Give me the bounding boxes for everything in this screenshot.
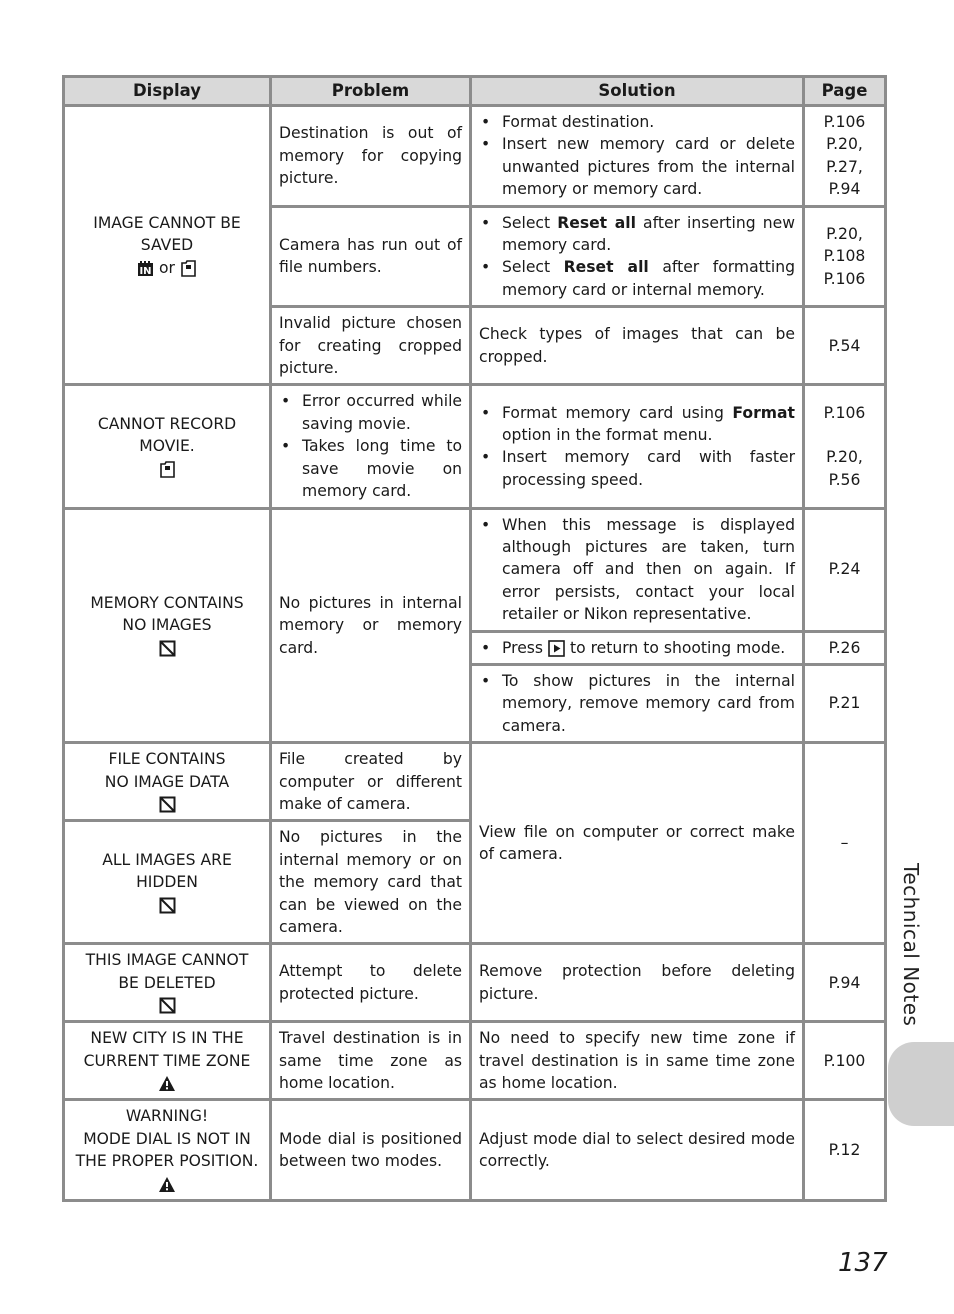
page-cell: P.54 (804, 307, 886, 385)
solution-text: Adjust mode dial to select desired mode correctly. (479, 1129, 795, 1171)
page-cell: P.100 (804, 1022, 886, 1100)
solution-item: • Insert new memory card or delete unwanted pictures from the internal memory or memory card. (479, 133, 795, 200)
problem-cell: Travel destination is in same time zone as home location. (271, 1022, 471, 1100)
no-image-icon (159, 796, 176, 813)
display-text: THIS IMAGE CANNOT (85, 951, 249, 970)
problem-item: • Takes long time to save movie on memory card. (279, 435, 462, 502)
table-row (64, 944, 886, 1022)
play-icon (548, 640, 565, 657)
table-row (64, 1100, 886, 1200)
solution-item: • Press to return to shooting mode. (479, 637, 795, 659)
solution-text: Check types of images that can be cropped. (479, 325, 795, 366)
solution-cell (471, 631, 804, 664)
solution-cell (471, 106, 804, 207)
solution-cell (471, 206, 804, 307)
display-text: WARNING! (125, 1107, 209, 1126)
warning-icon (158, 1176, 176, 1193)
menu-option-name: Reset all (557, 213, 636, 232)
display-cell (64, 944, 271, 1022)
page-ref: P.108 (823, 247, 866, 266)
icon-row (71, 1072, 263, 1094)
problem-cell: Destination is out of memory for copying picture. (271, 106, 471, 207)
problem-cell: Invalid picture chosen for creating cropped picture. (271, 307, 471, 385)
table-row (64, 385, 886, 508)
solution-cell (471, 508, 804, 631)
memory-card-icon (180, 260, 197, 277)
solution-text: No need to specify new time zone if travel destination is in same time zone as home location. (479, 1029, 795, 1093)
internal-memory-icon (137, 260, 154, 277)
display-text: CURRENT TIME ZONE (83, 1051, 251, 1070)
solution-item: • Format memory card using Format option in the format menu. (479, 402, 795, 447)
display-cell (64, 106, 271, 385)
header-page: Page (804, 77, 886, 106)
display-text: FILE CONTAINS (108, 750, 226, 769)
problem-cell: No pictures in the internal memory or on the memory card that can be viewed on the camera. (271, 821, 471, 944)
icon-row (71, 894, 263, 916)
display-cell (64, 743, 271, 821)
display-text: IMAGE CANNOT BE (93, 213, 241, 232)
problem-cell (271, 385, 471, 508)
table-row (64, 508, 886, 631)
page-cell (804, 385, 886, 508)
page-cell (804, 206, 886, 307)
no-image-icon (159, 640, 176, 657)
solution-cell (471, 944, 804, 1022)
problem-cell: No pictures in internal memory or memory card. (271, 508, 471, 743)
section-side-label: Technical Notes (899, 863, 923, 1027)
display-cell (64, 821, 271, 944)
display-text: HIDDEN (136, 873, 198, 892)
page-cell: P.21 (804, 664, 886, 742)
table-header-row (64, 77, 886, 106)
problem-cell: Camera has run out of file numbers. (271, 206, 471, 307)
display-text: NO IMAGE DATA (104, 772, 230, 791)
solution-cell (471, 743, 804, 944)
display-cell (64, 385, 271, 508)
display-text: NO IMAGES (122, 616, 212, 635)
solution-item: • Select Reset all after inserting new memory card. (479, 212, 795, 257)
solution-cell (471, 385, 804, 508)
page-ref: P.20, (826, 135, 863, 154)
or-text: or (159, 258, 175, 277)
warning-icon (158, 1075, 176, 1092)
icon-row (71, 458, 263, 480)
problem-cell: Mode dial is positioned between two modes. (271, 1100, 471, 1200)
solution-item: • Select Reset all after formatting memory card or internal memory. (479, 256, 795, 301)
page-ref: P.106 (823, 269, 866, 288)
problem-item: • Error occurred while saving movie. (279, 390, 462, 435)
menu-option-name: Format (732, 403, 795, 422)
page-ref: P.106 (823, 403, 866, 422)
display-text: MEMORY CONTAINS (90, 593, 244, 612)
table-row (64, 106, 886, 207)
solution-cell (471, 307, 804, 385)
svg-text:IN: IN (139, 265, 152, 277)
solution-text: Remove protection before deleting picture. (479, 962, 795, 1003)
header-solution: Solution (471, 77, 804, 106)
solution-item: • Format destination. (479, 111, 795, 133)
page-cell: P.24 (804, 508, 886, 631)
display-text: ALL IMAGES ARE (102, 850, 232, 869)
icon-row (71, 994, 263, 1016)
page-number: 137 (838, 1248, 888, 1278)
page-cell (804, 106, 886, 207)
solution-cell (471, 1022, 804, 1100)
problem-cell: Attempt to delete protected picture. (271, 944, 471, 1022)
display-cell (64, 1100, 271, 1200)
display-text: CANNOT RECORD (97, 415, 237, 434)
page-cell: P.94 (804, 944, 886, 1022)
icon-row (71, 793, 263, 815)
page-ref: P.20, (826, 224, 863, 243)
page-ref: P.27, (826, 157, 863, 176)
page-cell: P.12 (804, 1100, 886, 1200)
solution-item: • Insert memory card with faster processing speed. (479, 446, 795, 491)
error-message-table (62, 75, 887, 1202)
display-text: MODE DIAL IS NOT IN (83, 1129, 251, 1148)
icon-row (71, 1173, 263, 1195)
header-display: Display (64, 77, 271, 106)
display-text: NEW CITY IS IN THE (90, 1029, 244, 1048)
page-ref: P.20, (826, 448, 863, 467)
section-thumb-tab (888, 1042, 954, 1126)
icon-row (71, 257, 263, 279)
menu-option-name: Reset all (563, 258, 649, 277)
display-text: THE PROPER POSITION. (75, 1152, 259, 1171)
page-ref: P.106 (823, 113, 866, 131)
display-cell (64, 508, 271, 743)
solution-item: • To show pictures in the internal memory, remove memory card from camera. (479, 670, 795, 737)
header-problem: Problem (271, 77, 471, 106)
display-cell (64, 1022, 271, 1100)
solution-cell (471, 664, 804, 742)
no-image-icon (159, 897, 176, 914)
page-ref: P.94 (828, 180, 861, 199)
icon-row (71, 637, 263, 659)
memory-card-icon (159, 461, 176, 478)
table-row (64, 1022, 886, 1100)
solution-text: View file on computer or correct make of camera. (479, 822, 795, 864)
page-ref: P.56 (828, 470, 861, 489)
table-row (64, 743, 886, 821)
page-cell: P.26 (804, 631, 886, 664)
display-text: BE DELETED (118, 973, 216, 992)
solution-cell (471, 1100, 804, 1200)
display-text: MOVIE. (139, 437, 195, 456)
page-cell: – (804, 743, 886, 944)
no-image-icon (159, 997, 176, 1014)
display-text: SAVED (140, 236, 194, 255)
problem-cell: File created by computer or different make of camera. (271, 743, 471, 821)
solution-item: • When this message is displayed although pictures are taken, turn camera off and then on again. If error persists, contact your local retailer or Nikon representative. (479, 514, 795, 626)
